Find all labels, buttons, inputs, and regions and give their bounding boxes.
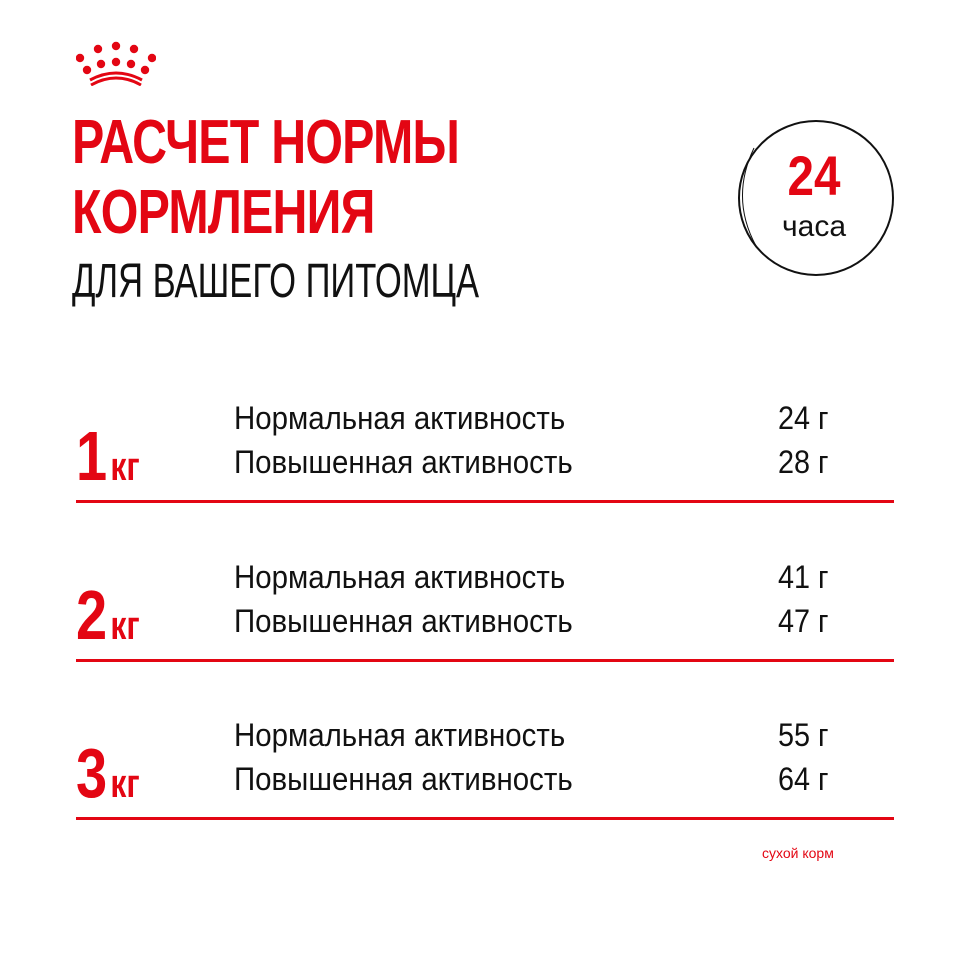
footnote: сухой корм <box>762 845 834 861</box>
activity-label: Повышенная активность <box>234 603 573 639</box>
title-line-1: РАСЧЕТ НОРМЫ <box>72 108 460 177</box>
table-row <box>76 398 894 518</box>
duration-badge <box>734 118 894 278</box>
portion-value: 47 г <box>778 603 829 639</box>
weight-label: 2кг <box>76 576 140 654</box>
activity-label: Повышенная активность <box>234 444 573 480</box>
badge-number: 24 <box>787 144 841 207</box>
weight-label: 3кг <box>76 734 140 812</box>
portion-value: 64 г <box>778 761 829 797</box>
portion-value: 24 г <box>778 400 829 436</box>
portion-value: 28 г <box>778 444 829 480</box>
activity-label: Нормальная активность <box>234 559 566 595</box>
page-subtitle: ДЛЯ ВАШЕГО ПИТОМЦА <box>72 255 480 308</box>
table-row <box>76 557 894 677</box>
title-line-2: КОРМЛЕНИЯ <box>72 178 375 247</box>
divider <box>76 659 894 662</box>
activity-label: Нормальная активность <box>234 717 566 753</box>
portion-value: 41 г <box>778 559 829 595</box>
badge-unit: часа <box>782 210 846 243</box>
crown-icon <box>76 36 156 86</box>
page-title <box>72 108 459 248</box>
activity-label: Нормальная активность <box>234 400 566 436</box>
table-row <box>76 715 894 835</box>
divider <box>76 500 894 503</box>
portion-value: 55 г <box>778 717 829 753</box>
divider <box>76 817 894 820</box>
weight-label: 1кг <box>76 417 140 495</box>
activity-label: Повышенная активность <box>234 761 573 797</box>
